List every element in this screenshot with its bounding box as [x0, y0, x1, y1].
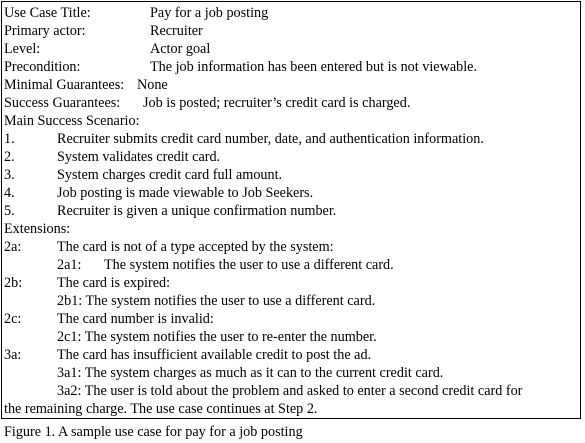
extension-continuation-text: the remaining charge. The use case continues at Step 2. — [4, 401, 318, 417]
level-label: Level: — [4, 41, 41, 57]
extension-sub-text: 2b1: The system notifies the user to use a different card. — [57, 293, 376, 309]
step-text: Job posting is made viewable to Job Seekers. — [57, 185, 314, 201]
extension-sub-id: 2a1: — [57, 257, 82, 273]
step-number: 4. — [4, 185, 15, 201]
step-text: Recruiter submits credit card number, date, and authentication information. — [57, 131, 484, 147]
extension-text: The card number is invalid: — [57, 311, 214, 327]
step-number: 3. — [4, 167, 15, 183]
minimal-guarantees-value: None — [137, 77, 168, 93]
precondition-value: The job information has been entered but is not viewable. — [150, 59, 478, 75]
main-scenario-heading: Main Success Scenario: — [4, 113, 140, 129]
extension-id: 2b: — [4, 275, 23, 291]
extension-sub-text: 3a2: The user is told about the problem and asked to enter a second credit card for — [57, 383, 523, 399]
step-number: 2. — [4, 149, 15, 165]
extension-id: 2a: — [4, 239, 22, 255]
extension-sub-text: The system notifies the user to use a different card. — [104, 257, 394, 273]
step-number: 5. — [4, 203, 15, 219]
extension-text: The card is not of a type accepted by the system: — [57, 239, 334, 255]
extension-text: The card is expired: — [57, 275, 171, 291]
step-text: Recruiter is given a unique confirmation number. — [57, 203, 337, 219]
figure-caption: Figure 1. A sample use case for pay for a job posting — [4, 424, 303, 440]
use-case-title-value: Pay for a job posting — [150, 5, 269, 21]
extension-id: 3a: — [4, 347, 22, 363]
success-guarantees-label: Success Guarantees: — [4, 95, 121, 111]
extension-text: The card has insufficient available credit to post the ad. — [57, 347, 372, 363]
extension-sub-text: 3a1: The system charges as much as it can to the current credit card. — [57, 365, 444, 381]
extension-sub-text: 2c1: The system notifies the user to re-enter the number. — [57, 329, 377, 345]
extension-id: 2c: — [4, 311, 22, 327]
use-case-title-label: Use Case Title: — [4, 5, 91, 21]
primary-actor-label: Primary actor: — [4, 23, 86, 39]
level-value: Actor goal — [150, 41, 211, 57]
step-text: System validates credit card. — [57, 149, 221, 165]
step-number: 1. — [4, 131, 15, 147]
extensions-heading: Extensions: — [4, 221, 71, 237]
precondition-label: Precondition: — [4, 59, 81, 75]
success-guarantees-value: Job is posted; recruiter’s credit card is charged. — [143, 95, 411, 111]
primary-actor-value: Recruiter — [150, 23, 203, 39]
minimal-guarantees-label: Minimal Guarantees: — [4, 77, 125, 93]
step-text: System charges credit card full amount. — [57, 167, 283, 183]
